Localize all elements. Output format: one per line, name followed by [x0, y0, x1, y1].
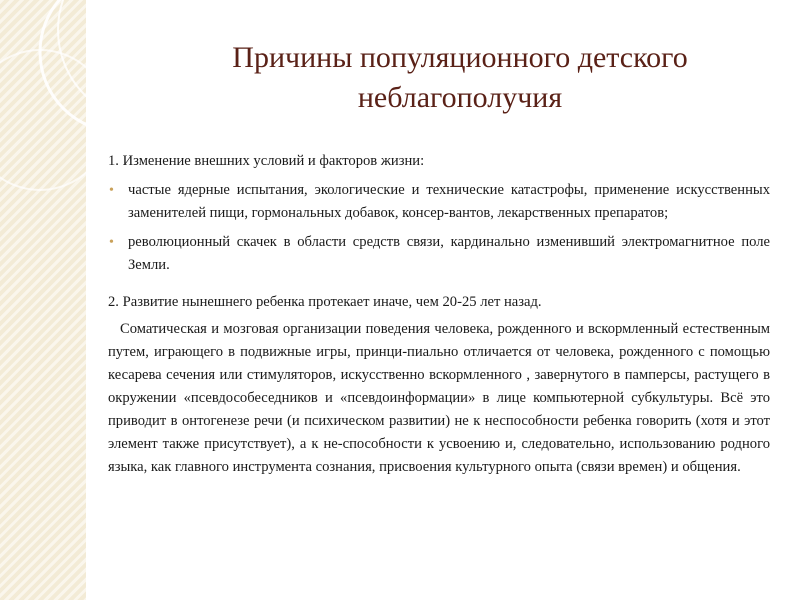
title-line-1: Причины популяционного детского: [232, 41, 688, 74]
list-item: [108, 179, 770, 225]
bullet-text: частые ядерные испытания, экологические и технические катастрофы, применение искусственных заменителей пищи, гормональных добавок, консер-вантов, лекарственных препаратов;: [128, 182, 770, 221]
section-heading-1: 1. Изменение внешних условий и факторов жизни:: [108, 153, 425, 169]
body-paragraph: Соматическая и мозговая организации поведения человека, рожденного и вскормленный естественным путем, играющего в подвижные игры, принци-пиально отличается от человека, рожденного с помощью кесарева сечения или стимуляторов, искусственно вскормленного , завернутого в памперсы, растущего в окружении «псевдособеседников и «псевдоинформации» в лице компьютерной субкультуры. Всё это приводит в онтогенезе речи (и психическом развитии) не к неспособности ребенка говорить (хотя и этот элемент также присутствует), а к не-способности к усвоению и, следовательно, использованию родного языка, как главного инструмента сознания, присвоения культурного опыта (связи времен) и общения.: [108, 321, 770, 475]
title-line-2: неблагополучия: [357, 81, 563, 114]
slide-title: [150, 38, 770, 118]
bullet-list: [108, 179, 770, 277]
section-heading-2: 2. Развитие нынешнего ребенка протекает иначе, чем 20-25 лет назад.: [108, 294, 542, 310]
bullet-icon: •: [109, 235, 114, 250]
bullet-icon: •: [109, 183, 114, 198]
list-item: [108, 231, 770, 277]
slide-body: [108, 150, 770, 479]
bullet-text: революционный скачек в области средств связи, кардинально изменивший электромагнитное поле Земли.: [128, 234, 770, 273]
